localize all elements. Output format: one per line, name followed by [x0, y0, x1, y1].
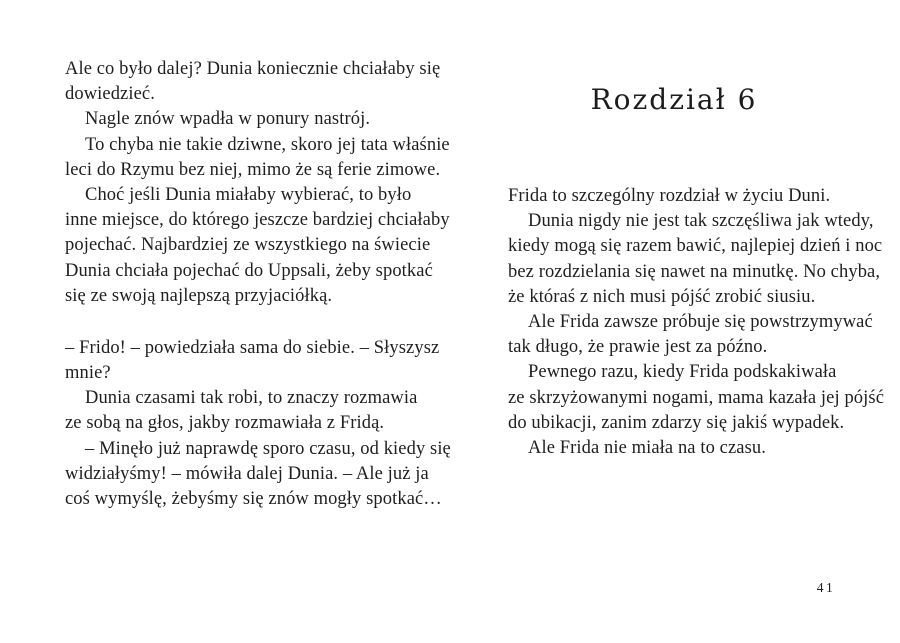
text-line: kiedy mogą się razem bawić, najlepiej dzień i noc [508, 236, 883, 257]
text-line: się ze swoją najlepszą przyjaciółką. [65, 285, 333, 306]
text-line: Ale Frida zawsze próbuje się powstrzymywać [528, 311, 873, 332]
text-line: bez rozdzielania się nawet na minutkę. No chyba, [508, 261, 881, 282]
page-number: 41 [816, 580, 836, 595]
text-line: – Frido! – powiedziała sama do siebie. – Słyszysz [65, 337, 440, 358]
text-line: że któraś z nich musi pójść zrobić siusiu. [508, 286, 816, 307]
text-line: coś wymyślę, żebyśmy się znów mogły spotkać… [65, 489, 442, 509]
text-line: pojechać. Najbardziej ze wszystkiego na świecie [65, 235, 431, 256]
text-line: Choć jeśli Dunia miałaby wybierać, to było [85, 184, 412, 205]
text-line: Ale Frida nie miała na to czasu. [528, 437, 766, 458]
text-line: Dunia nigdy nie jest tak szczęśliwa jak wtedy, [528, 211, 874, 232]
paragraph-gap [65, 309, 451, 336]
text-line: To chyba nie takie dziwne, skoro jej tata właśnie [85, 134, 450, 155]
text-line: Pewnego razu, kiedy Frida podskakiwała [528, 362, 837, 383]
left-page-text [65, 57, 451, 512]
text-line: Ale co było dalej? Dunia koniecznie chciałaby się [65, 59, 441, 79]
text-line: inne miejsce, do którego jeszcze bardziej chciałaby [65, 210, 450, 231]
text-line: dowiedzieć. [65, 84, 155, 105]
chapter-heading: Rozdział 6 [590, 83, 758, 116]
text-line: tak długo, że prawie jest za późno. [508, 337, 768, 358]
right-page-text [508, 184, 884, 461]
text-line: Frida to szczególny rozdział w życiu Duni. [508, 186, 831, 206]
text-line: ze skrzyżowanymi nogami, mama kazała jej pójść [508, 387, 884, 408]
text-line: leci do Rzymu bez niej, mimo że są ferie zimowe. [65, 159, 441, 180]
text-line: Nagle znów wpadła w ponury nastrój. [85, 109, 371, 130]
text-line: ze sobą na głos, jakby rozmawiała z Fridą. [65, 413, 385, 434]
text-line: – Minęło już naprawdę sporo czasu, od kiedy się [85, 438, 451, 459]
text-line: do ubikacji, zanim zdarzy się jakiś wypadek. [508, 412, 845, 433]
text-line: Dunia czasami tak robi, to znaczy rozmawia [85, 388, 418, 409]
text-line: mnie? [65, 363, 111, 384]
text-line: widziałyśmy! – mówiła dalej Dunia. – Ale już ja [65, 463, 429, 484]
text-line: Dunia chciała pojechać do Uppsali, żeby spotkać [65, 260, 433, 281]
